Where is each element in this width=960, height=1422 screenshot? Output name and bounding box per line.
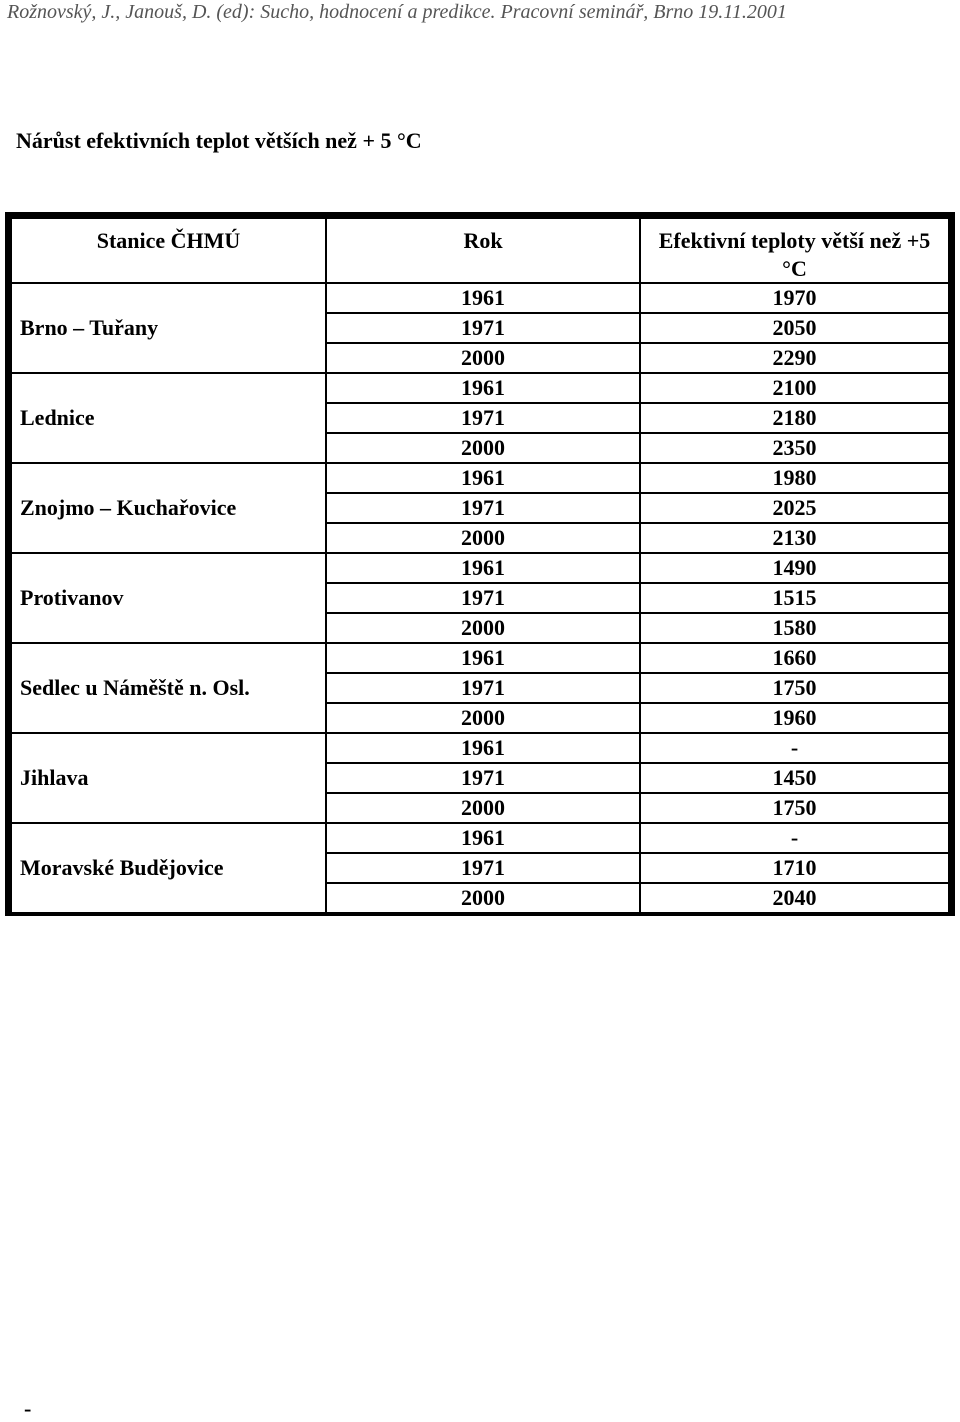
- temperature-table: [5, 212, 955, 916]
- year-cell: 1961: [327, 554, 639, 582]
- temperature-value-cell: 2040: [641, 884, 948, 912]
- year-cell: 1971: [327, 584, 639, 612]
- year-cell: 1971: [327, 764, 639, 792]
- temperature-value-cell: 1710: [641, 854, 948, 882]
- temperature-value-cell: 2100: [641, 374, 948, 402]
- station-name: Sedlec u Náměště n. Osl.: [12, 644, 325, 732]
- temperature-value-cell: -: [641, 734, 948, 762]
- temperature-value-cell: 2130: [641, 524, 948, 552]
- year-cell: 1961: [327, 824, 639, 852]
- temperature-value-cell: 1490: [641, 554, 948, 582]
- column-header-year: Rok: [327, 219, 639, 282]
- year-cell: 1961: [327, 374, 639, 402]
- temperature-value-cell: 2180: [641, 404, 948, 432]
- year-cell: 2000: [327, 884, 639, 912]
- temperature-value-cell: 1515: [641, 584, 948, 612]
- year-cell: 2000: [327, 794, 639, 822]
- year-cell: 1961: [327, 464, 639, 492]
- temperature-value-cell: 2050: [641, 314, 948, 342]
- column-header-effective-temperatures: Efektivní teploty větší než +5 °C: [641, 219, 948, 282]
- station-name: Moravské Budějovice: [12, 824, 325, 912]
- year-cell: 1971: [327, 674, 639, 702]
- temperature-value-cell: 1750: [641, 674, 948, 702]
- station-name: Protivanov: [12, 554, 325, 642]
- temperature-value-cell: 1980: [641, 464, 948, 492]
- year-cell: 1961: [327, 734, 639, 762]
- year-cell: 2000: [327, 704, 639, 732]
- year-cell: 2000: [327, 614, 639, 642]
- temperature-value-cell: 2290: [641, 344, 948, 372]
- year-cell: 2000: [327, 524, 639, 552]
- year-cell: 1961: [327, 284, 639, 312]
- document-title: Nárůst efektivních teplot větších než + 5 °C: [16, 128, 422, 153]
- column-header-station: Stanice ČHMÚ: [12, 219, 325, 282]
- year-cell: 1971: [327, 404, 639, 432]
- year-cell: 2000: [327, 434, 639, 462]
- station-name: Brno – Tuřany: [12, 284, 325, 372]
- temperature-value-cell: 1970: [641, 284, 948, 312]
- year-cell: 1961: [327, 644, 639, 672]
- temperature-value-cell: 1660: [641, 644, 948, 672]
- temperature-value-cell: 2025: [641, 494, 948, 522]
- footer-mark: -: [24, 1396, 32, 1421]
- page-header-citation: Rožnovský, J., Janouš, D. (ed): Sucho, hodnocení a predikce. Pracovní seminář, Brno 19.11.2001: [7, 1, 787, 23]
- temperature-value-cell: 1960: [641, 704, 948, 732]
- year-cell: 1971: [327, 494, 639, 522]
- year-cell: 1971: [327, 854, 639, 882]
- year-cell: 2000: [327, 344, 639, 372]
- temperature-value-cell: 1450: [641, 764, 948, 792]
- station-name: Jihlava: [12, 734, 325, 822]
- temperature-value-cell: -: [641, 824, 948, 852]
- temperature-value-cell: 2350: [641, 434, 948, 462]
- station-name: Lednice: [12, 374, 325, 462]
- temperature-value-cell: 1580: [641, 614, 948, 642]
- year-cell: 1971: [327, 314, 639, 342]
- temperature-value-cell: 1750: [641, 794, 948, 822]
- station-name: Znojmo – Kuchařovice: [12, 464, 325, 552]
